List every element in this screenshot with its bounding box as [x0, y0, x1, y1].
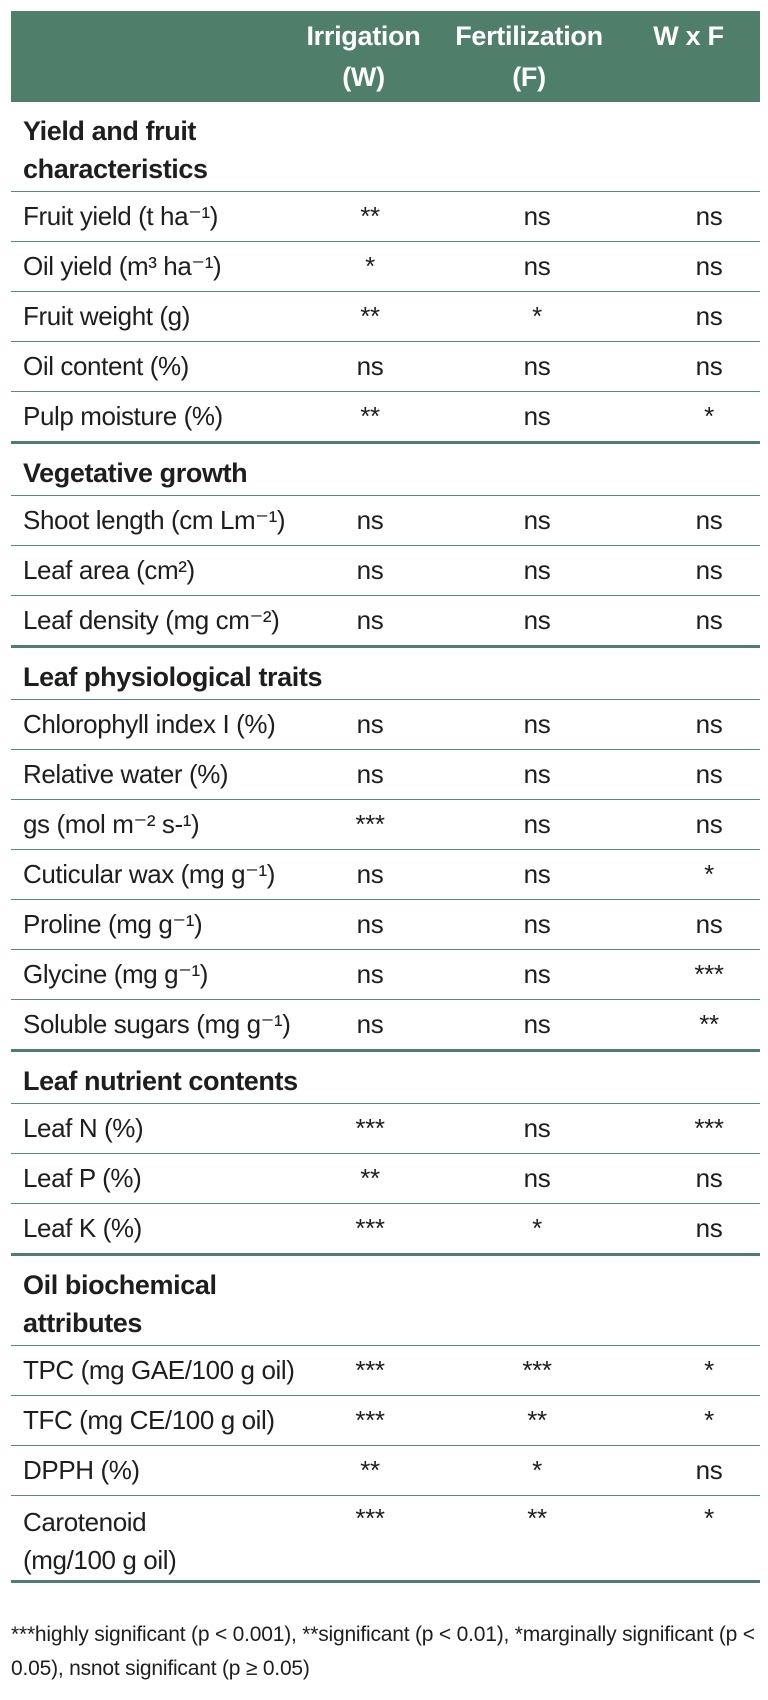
cell-w: ** — [360, 1163, 380, 1193]
cell-w: *** — [355, 1355, 385, 1385]
table-row — [11, 191, 760, 241]
row-label: Fruit weight (g) — [23, 301, 190, 331]
cell-f: ns — [523, 401, 551, 431]
cell-f: ns — [523, 759, 551, 789]
table-row — [11, 291, 760, 341]
table-row — [11, 699, 760, 749]
section-nutrients — [11, 1052, 760, 1256]
row-label: TPC (mg GAE/100 g oil) — [23, 1355, 295, 1385]
cell-w: *** — [355, 1213, 385, 1243]
table-row — [11, 1203, 760, 1253]
cell-wf: ns — [695, 605, 723, 635]
table-row — [11, 595, 760, 645]
cell-wf: ns — [695, 555, 723, 585]
row-label: DPPH (%) — [23, 1455, 140, 1485]
cell-wf: ns — [695, 1213, 723, 1243]
table-row — [11, 1395, 760, 1445]
significance-table — [11, 11, 760, 1583]
cell-w: ** — [360, 1455, 380, 1485]
header-fertilization-line2: (F) — [512, 62, 546, 92]
section-title-row — [11, 648, 760, 699]
table-row — [11, 949, 760, 999]
table-row — [11, 1495, 760, 1580]
row-label: Leaf density (mg cm⁻²) — [23, 605, 280, 635]
cell-w: ns — [356, 1009, 384, 1039]
cell-wf: ns — [695, 1163, 723, 1193]
row-label: Pulp moisture (%) — [23, 401, 223, 431]
table-row — [11, 341, 760, 391]
cell-f: ns — [523, 605, 551, 635]
table-row — [11, 999, 760, 1049]
cell-w: ns — [356, 759, 384, 789]
table-row — [11, 391, 760, 441]
row-label: Relative water (%) — [23, 759, 229, 789]
row-label: Leaf area (cm²) — [23, 555, 195, 585]
row-label: Leaf N (%) — [23, 1113, 144, 1143]
table-row — [11, 495, 760, 545]
row-label: Chlorophyll index I (%) — [23, 709, 276, 739]
section-title-row — [11, 444, 760, 495]
cell-wf: * — [704, 1405, 714, 1435]
cell-w: ns — [356, 555, 384, 585]
cell-f: ns — [523, 351, 551, 381]
cell-f: ns — [523, 709, 551, 739]
cell-wf: ns — [695, 1455, 723, 1485]
cell-f: ns — [523, 809, 551, 839]
cell-w: ns — [356, 605, 384, 635]
header-interaction — [617, 11, 760, 57]
cell-f: * — [532, 1213, 542, 1243]
cell-wf: ns — [695, 759, 723, 789]
cell-f: ns — [523, 505, 551, 535]
cell-w: ns — [356, 709, 384, 739]
cell-w: ns — [356, 351, 384, 381]
cell-f: * — [532, 301, 542, 331]
section-vegetative — [11, 444, 760, 648]
table-row — [11, 799, 760, 849]
cell-f: ns — [523, 909, 551, 939]
cell-wf: * — [704, 401, 714, 431]
row-label: TFC (mg CE/100 g oil) — [23, 1405, 275, 1435]
cell-wf: * — [704, 859, 714, 889]
row-label: Cuticular wax (mg g⁻¹) — [23, 859, 275, 889]
cell-w: ** — [360, 401, 380, 431]
row-label: Soluble sugars (mg g⁻¹) — [23, 1009, 291, 1039]
section-yield — [11, 102, 760, 444]
cell-wf: *** — [694, 959, 724, 989]
table-row — [11, 899, 760, 949]
cell-wf: ns — [695, 505, 723, 535]
cell-w: *** — [355, 809, 385, 839]
header-interaction-line1: W x F — [653, 21, 724, 51]
cell-wf: ns — [695, 809, 723, 839]
header-irrigation — [286, 11, 441, 98]
row-label: Fruit yield (t ha⁻¹) — [23, 201, 218, 231]
header-irrigation-line1: Irrigation — [306, 21, 421, 51]
row-label: Oil yield (m³ ha⁻¹) — [23, 251, 222, 281]
cell-f: * — [532, 1455, 542, 1485]
table-row — [11, 241, 760, 291]
row-label: Carotenoid (mg/100 g oil) — [23, 1507, 177, 1575]
table-row — [11, 1445, 760, 1495]
cell-w: *** — [355, 1503, 385, 1533]
cell-wf: ** — [699, 1009, 719, 1039]
section-title-row — [11, 1052, 760, 1103]
cell-f: ** — [527, 1503, 547, 1533]
row-label: Glycine (mg g⁻¹) — [23, 959, 209, 989]
cell-w: *** — [355, 1405, 385, 1435]
cell-w: ns — [356, 859, 384, 889]
cell-f: ns — [523, 1163, 551, 1193]
cell-w: ** — [360, 301, 380, 331]
cell-f: ns — [523, 859, 551, 889]
table-row — [11, 1345, 760, 1395]
cell-wf: ns — [695, 201, 723, 231]
table-row — [11, 1153, 760, 1203]
cell-wf: * — [704, 1503, 714, 1533]
cell-f: ns — [523, 1113, 551, 1143]
cell-w: ** — [360, 201, 380, 231]
section-title: Yield and fruit characteristics — [23, 116, 208, 184]
table-footnote: ***highly significant (p < 0.001), **significant (p < 0.01), *marginally significant (p < 0.05), nsnot significant (p ≥ 0.05) — [11, 1623, 755, 1680]
cell-wf: ns — [695, 251, 723, 281]
cell-wf: ns — [695, 351, 723, 381]
table-row — [11, 1103, 760, 1153]
header-irrigation-line2: (W) — [342, 62, 385, 92]
section-title: Oil biochemical attributes — [23, 1270, 217, 1338]
table-row — [11, 749, 760, 799]
row-label: Shoot length (cm Lm⁻¹) — [23, 505, 286, 535]
cell-f: ** — [527, 1405, 547, 1435]
cell-w: ns — [356, 909, 384, 939]
cell-f: ns — [523, 201, 551, 231]
section-title: Leaf physiological traits — [23, 662, 323, 692]
cell-wf: ns — [695, 909, 723, 939]
row-label: Oil content (%) — [23, 351, 189, 381]
table-header — [11, 11, 760, 102]
cell-f: ns — [523, 1009, 551, 1039]
section-title: Vegetative growth — [23, 458, 248, 488]
cell-f: ns — [523, 251, 551, 281]
header-fertilization-line1: Fertilization — [455, 21, 603, 51]
cell-f: ns — [523, 555, 551, 585]
row-label: Proline (mg g⁻¹) — [23, 909, 203, 939]
row-label: Leaf P (%) — [23, 1163, 142, 1193]
table-row — [11, 849, 760, 899]
section-title: Leaf nutrient contents — [23, 1066, 298, 1096]
cell-wf: * — [704, 1355, 714, 1385]
section-title-row — [11, 1256, 760, 1345]
header-blank — [11, 11, 286, 16]
cell-wf: *** — [694, 1113, 724, 1143]
cell-wf: ns — [695, 709, 723, 739]
section-physiological — [11, 648, 760, 1052]
cell-w: *** — [355, 1113, 385, 1143]
cell-w: ns — [356, 505, 384, 535]
section-oil-biochemical — [11, 1256, 760, 1583]
row-label: gs (mol m⁻² s-¹) — [23, 809, 200, 839]
header-fertilization — [441, 11, 617, 98]
cell-w: ns — [356, 959, 384, 989]
section-title-row — [11, 102, 760, 191]
table-row — [11, 545, 760, 595]
cell-f: *** — [522, 1355, 552, 1385]
cell-w: * — [365, 251, 375, 281]
row-label: Leaf K (%) — [23, 1213, 142, 1243]
cell-f: ns — [523, 959, 551, 989]
cell-wf: ns — [695, 301, 723, 331]
